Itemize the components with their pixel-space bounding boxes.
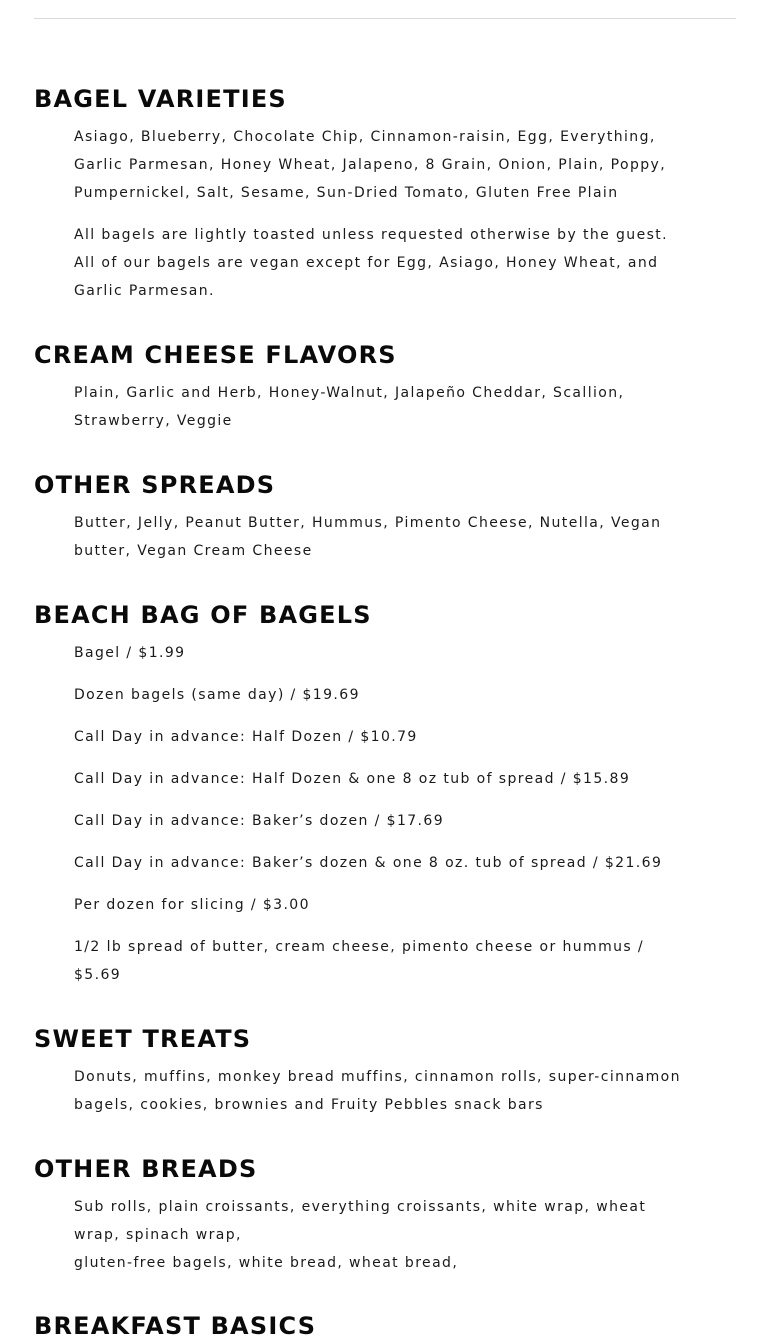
section-other-spreads — [34, 470, 714, 565]
spreads-list: Butter, Jelly, Peanut Butter, Hummus, Pimento Cheese, Nutella, Vegan butter, Vegan Cream Cheese — [74, 515, 662, 559]
price-item: Call Day in advance: Half Dozen / $10.79 — [74, 729, 418, 745]
section-heading: OTHER BREADS — [34, 1155, 258, 1183]
top-divider — [34, 18, 736, 19]
section-body — [74, 379, 684, 435]
sweet-treats-list: Donuts, muffins, monkey bread muffins, cinnamon rolls, super-cinnamon bagels, cookies, brownies and Fruity Pebbles snack bars — [74, 1069, 681, 1113]
price-item: Call Day in advance: Baker’s dozen / $17.69 — [74, 813, 445, 829]
section-body — [74, 1063, 684, 1119]
section-body — [74, 509, 684, 565]
breads-list-continued: gluten-free bagels, white bread, wheat bread, — [74, 1255, 459, 1271]
section-heading: CREAM CHEESE FLAVORS — [34, 341, 397, 369]
section-sweet-treats — [34, 1024, 714, 1119]
section-heading: OTHER SPREADS — [34, 471, 276, 499]
section-other-breads — [34, 1154, 714, 1277]
section-cream-cheese-flavors — [34, 340, 714, 435]
section-body — [74, 639, 684, 989]
price-item: Call Day in advance: Half Dozen & one 8 oz tub of spread / $15.89 — [74, 771, 631, 787]
price-item: Per dozen for slicing / $3.00 — [74, 897, 310, 913]
cream-cheese-list: Plain, Garlic and Herb, Honey-Walnut, Jalapeño Cheddar, Scallion, Strawberry, Veggie — [74, 385, 625, 429]
section-body — [74, 123, 684, 305]
price-item: 1/2 lb spread of butter, cream cheese, pimento cheese or hummus / $5.69 — [74, 939, 645, 983]
section-breakfast-basics — [34, 1311, 714, 1341]
price-item: Dozen bagels (same day) / $19.69 — [74, 687, 360, 703]
section-heading: BREAKFAST BASICS — [34, 1312, 317, 1340]
section-body — [74, 1193, 684, 1277]
section-heading: BEACH BAG OF BAGELS — [34, 601, 372, 629]
bagel-list: Asiago, Blueberry, Chocolate Chip, Cinnamon-raisin, Egg, Everything, Garlic Parmesan, Honey Wheat, Jalapeno, 8 Grain, Onion, Plain, Poppy, Pumpernickel, Salt, Sesame, Sun-Dried Tomato, Gluten Free Plain — [74, 129, 667, 201]
section-heading: BAGEL VARIETIES — [34, 85, 287, 113]
section-bagel-varieties — [34, 84, 714, 305]
section-heading: SWEET TREATS — [34, 1025, 252, 1053]
section-beach-bag-of-bagels — [34, 600, 714, 989]
price-item: Call Day in advance: Baker’s dozen & one 8 oz. tub of spread / $21.69 — [74, 855, 663, 871]
breads-list: Sub rolls, plain croissants, everything croissants, white wrap, wheat wrap, spinach wrap, — [74, 1199, 647, 1243]
price-item: Bagel / $1.99 — [74, 645, 186, 661]
bagel-note: All bagels are lightly toasted unless requested otherwise by the guest. All of our bagels are vegan except for Egg, Asiago, Honey Wheat, and Garlic Parmesan. — [74, 227, 669, 299]
